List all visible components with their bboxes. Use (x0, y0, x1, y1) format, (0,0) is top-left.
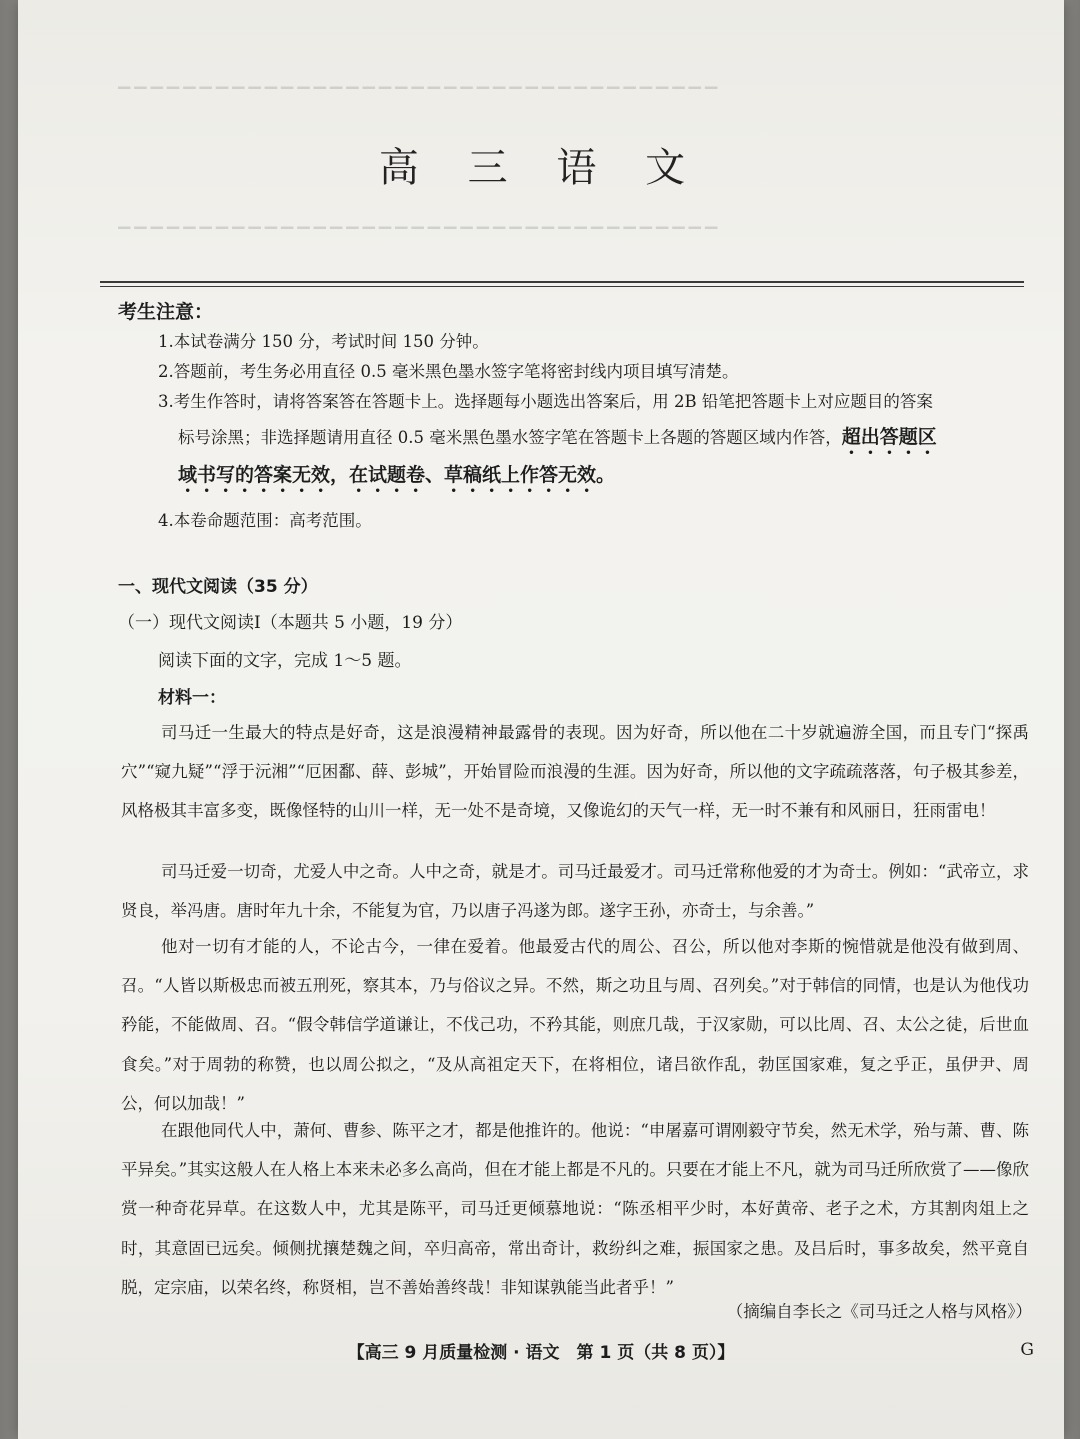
paragraph: 司马迁一生最大的特点是好奇，这是浪漫精神最露骨的表现。因为好奇，所以他在二十岁就遍游全国，而且专门“探禹穴”“窥九疑”“浮于沅湘”“厄困鄱、薛、彭城”，开始冒险而浪漫的生涯。因为好奇，所以他的文字疏疏落落，句子极其参差，风格极其丰富多变，既像怪特的山川一样，无一处不是奇境，又像诡幻的天气一样，无一时不兼有和风丽日，狂雨雷电！ (121, 723, 1029, 821)
show-through-text: ▁▁▁▁▁▁▁▁▁▁▁▁▁▁▁▁▁▁▁▁▁▁▁▁▁▁▁▁▁▁▁▁▁▁▁▁▁ (118, 210, 722, 229)
notice-item-4: 4.本卷命题范围：高考范围。 (158, 511, 372, 530)
notice-item-2: 2.答题前，考生务必用直径 0.5 毫米黑色墨水签字笔将密封线内项目填写清楚。 (158, 362, 739, 381)
paragraph: 他对一切有才能的人，不论古今，一律在爱着。他最爱古代的周公、召公，所以他对李斯的惋惜就是他没有做到周、召。“人皆以斯极忠而被五刑死，察其本，乃与俗议之异。不然，斯之功且与周、召列矣。”对于韩信的同情，也是认为他伐功矜能，不能做周、召。“假令韩信学道谦让，不伐己功，不矜其能，则庶几哉，于汉家勋，可以比周、召、太公之徒，后世血食矣。”对于周勃的称赞，也以周公拟之，“及从高祖定天下，在将相位，诸吕欲作乱，勃匡国家难，复之乎正，虽伊尹、周公，何以加哉！” (121, 937, 1029, 1113)
show-through-text: ▁▁▁▁▁▁▁▁▁▁▁▁▁▁▁▁▁▁▁▁▁▁▁▁▁▁▁▁▁▁▁▁▁▁▁▁▁ (118, 70, 722, 89)
notice-heading: 考生注意： (118, 301, 214, 323)
citation: （摘编自李长之《司马迁之人格与风格》） (726, 1302, 1032, 1321)
notice-item-1: 1.本试卷满分 150 分，考试时间 150 分钟。 (158, 332, 489, 351)
material-label: 材料一： (158, 688, 226, 708)
paper-code: G (1020, 1340, 1034, 1360)
notice-emphasis: 超出答题区 (841, 426, 937, 448)
notice-item-3: 3.考生作答时，请将答案答在答题卡上。选择题每小题选出答案后，用 2B 铅笔把答题卡上对应题目的答案 (158, 392, 933, 411)
exam-page (18, 0, 1064, 1439)
notice-item-3-emph (178, 458, 1048, 497)
instruction: 阅读下面的文字，完成 1～5 题。 (158, 651, 412, 671)
paragraph: 在跟他同代人中，萧何、曹参、陈平之才，都是他推许的。他说：“申屠嘉可谓刚毅守节矣，然无术学，殆与萧、曹、陈平异矣。”其实这般人在人格上本来未必多么高尚，但在才能上都是不凡的。只要在才能上不凡，就为司马迁所欣赏了——像欣赏一种奇花异草。在这数人中，尤其是陈平，司马迁更倾慕地说：“陈丞相平少时，本好黄帝、老子之术，方其割肉俎上之时，其意固已远矣。倾侧扰攘楚魏之间，卒归高帝，常出奇计，救纷纠之难，振国家之患。及吕后时，事多故矣，然平竟自脱，定宗庙，以荣名终，称贤相，岂不善始善终哉！非知谋孰能当此者乎！” (121, 1121, 1029, 1297)
notice-item-3-cont: 标号涂黑；非选择题请用直径 0.5 毫米黑色墨水签字笔在答题卡上各题的答题区域内作答，超出答题区 (178, 426, 937, 448)
page-footer: 【高三 9 月质量检测 · 语文 第 1 页（共 8 页）】 (347, 1343, 735, 1363)
page-title: 高 三 语 文 (378, 145, 704, 191)
section-heading: 一、现代文阅读（35 分） (118, 577, 318, 597)
header-rule (100, 281, 1024, 283)
paragraph: 司马迁爱一切奇，尤爱人中之奇。人中之奇，就是才。司马迁最爱才。司马迁常称他爱的才为奇士。例如：“武帝立，求贤良，举冯唐。唐时年九十余，不能复为官，乃以唐子冯遂为郎。遂字王孙，亦奇士，与余善。” (121, 862, 1029, 921)
notice-emphasis: 域书写的答案无效，在试题卷、草稿纸上作答无效。 (178, 464, 616, 486)
subsection-heading: （一）现代文阅读Ⅰ（本题共 5 小题，19 分） (118, 613, 463, 633)
header-rule-thin (100, 286, 1024, 287)
